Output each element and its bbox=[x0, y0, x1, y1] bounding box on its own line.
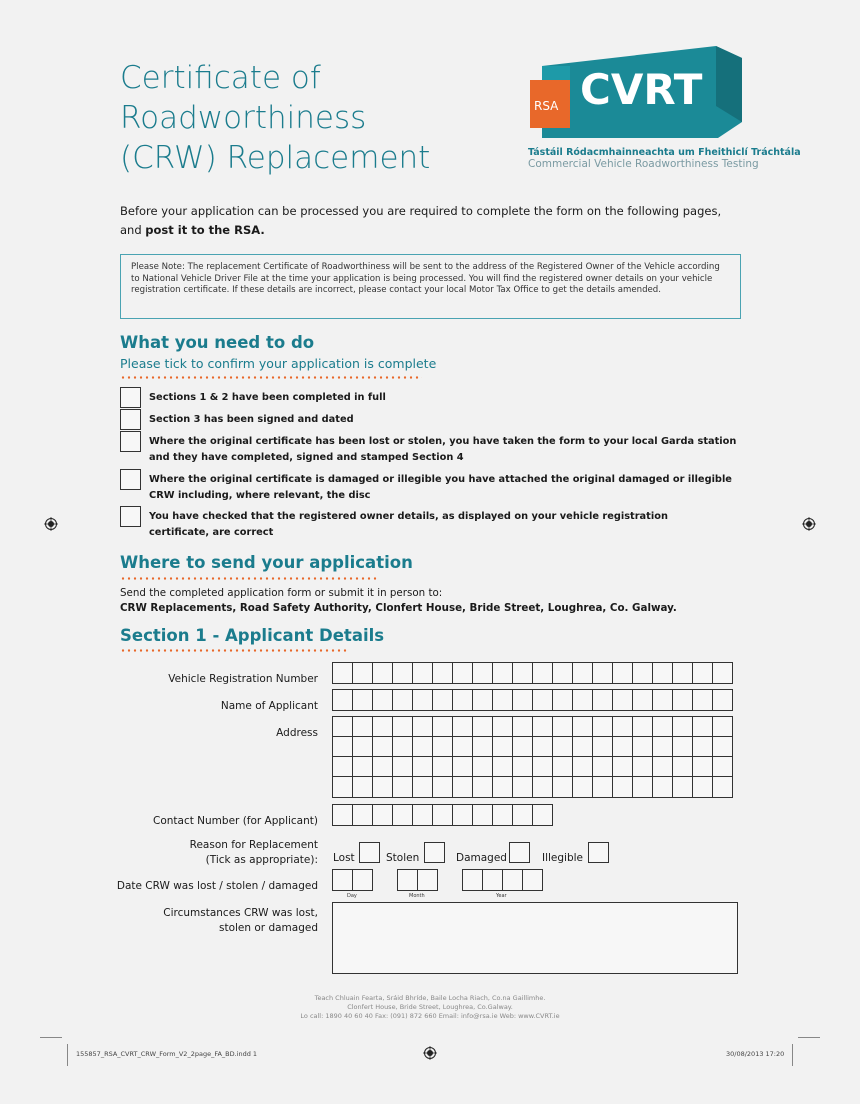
dotted-divider bbox=[120, 649, 348, 652]
date-day-caption: Day bbox=[347, 893, 357, 899]
logo-english-tagline: Commercial Vehicle Roadworthiness Testing bbox=[528, 158, 759, 170]
char-cell[interactable] bbox=[552, 776, 573, 798]
char-cell[interactable] bbox=[372, 662, 393, 684]
char-cell[interactable] bbox=[392, 776, 413, 798]
registration-mark-icon bbox=[423, 1046, 437, 1060]
char-cell[interactable] bbox=[352, 716, 373, 738]
char-cell[interactable] bbox=[412, 736, 433, 758]
char-cell[interactable] bbox=[512, 689, 533, 711]
char-cell[interactable] bbox=[472, 804, 493, 826]
checkbox[interactable] bbox=[120, 506, 141, 527]
char-cell[interactable] bbox=[672, 689, 693, 711]
char-cell[interactable] bbox=[712, 776, 733, 798]
applicant-name-grid[interactable] bbox=[332, 689, 732, 711]
crop-mark bbox=[67, 1044, 68, 1066]
date-year-caption: Year bbox=[496, 893, 507, 899]
date-year-grid[interactable] bbox=[462, 869, 542, 891]
char-cell[interactable] bbox=[572, 776, 593, 798]
char-cell[interactable] bbox=[392, 662, 413, 684]
char-cell[interactable] bbox=[572, 662, 593, 684]
what-to-do-subheading: Please tick to confirm your application is complete bbox=[120, 356, 437, 371]
footer-line-2: Clonfert House, Bride Street, Loughrea, Co.Galway. bbox=[347, 1003, 513, 1011]
logo-irish-tagline: Tástáil Ródacmhainneachta um Fheithiclí Tráchtála bbox=[528, 147, 801, 158]
crop-mark bbox=[40, 1037, 62, 1038]
char-cell[interactable] bbox=[692, 689, 713, 711]
char-cell[interactable] bbox=[452, 776, 473, 798]
char-cell[interactable] bbox=[612, 776, 633, 798]
reason-stolen-checkbox[interactable] bbox=[424, 842, 445, 863]
section1-heading: Section 1 - Applicant Details bbox=[120, 626, 385, 645]
char-cell[interactable] bbox=[452, 756, 473, 778]
char-cell[interactable] bbox=[612, 756, 633, 778]
send-line-1: Send the completed application form or submit it in person to: bbox=[120, 587, 443, 599]
char-cell[interactable] bbox=[632, 716, 653, 738]
char-cell[interactable] bbox=[432, 736, 453, 758]
char-cell[interactable] bbox=[492, 662, 513, 684]
char-cell[interactable] bbox=[432, 756, 453, 778]
footer-line-3: Lo call: 1890 40 60 40 Fax: (091) 872 660 Email: info@rsa.ie Web: www.CVRT.ie bbox=[300, 1012, 560, 1020]
contact-label: Contact Number (for Applicant) bbox=[152, 815, 318, 827]
char-cell[interactable] bbox=[632, 776, 653, 798]
char-cell[interactable] bbox=[472, 776, 493, 798]
char-cell[interactable] bbox=[412, 716, 433, 738]
char-cell[interactable] bbox=[452, 716, 473, 738]
char-cell[interactable] bbox=[712, 662, 733, 684]
char-cell[interactable] bbox=[372, 756, 393, 778]
char-cell[interactable] bbox=[592, 662, 613, 684]
intro-line-1: Before your application can be processed you are required to complete the form on the following pages, bbox=[120, 204, 722, 218]
checklist-label: Where the original certificate is damaged or illegible you have attached the original damaged or illegible CRW including, where relevant, the disc bbox=[149, 474, 732, 501]
footer-address bbox=[0, 994, 860, 1021]
intro-line-2-prefix: and bbox=[120, 223, 146, 237]
checkbox[interactable] bbox=[120, 469, 141, 490]
char-cell[interactable] bbox=[492, 776, 513, 798]
address-grid[interactable] bbox=[332, 756, 732, 778]
char-cell[interactable] bbox=[472, 689, 493, 711]
char-cell[interactable] bbox=[712, 716, 733, 738]
vehicle-reg-label: Vehicle Registration Number bbox=[168, 673, 318, 685]
reason-lost-label: Lost bbox=[333, 852, 355, 864]
char-cell[interactable] bbox=[532, 756, 553, 778]
char-cell[interactable] bbox=[512, 736, 533, 758]
char-cell[interactable] bbox=[532, 662, 553, 684]
char-cell[interactable] bbox=[552, 662, 573, 684]
char-cell[interactable] bbox=[332, 689, 353, 711]
char-cell[interactable] bbox=[612, 689, 633, 711]
checklist-label: You have checked that the registered owner details, as displayed on your vehicle registration certificate, are correct bbox=[149, 511, 668, 538]
contact-number-grid[interactable] bbox=[332, 804, 552, 826]
logo-top-fold bbox=[542, 66, 570, 80]
char-cell[interactable] bbox=[532, 716, 553, 738]
applicant-name-label: Name of Applicant bbox=[220, 700, 318, 712]
reason-label bbox=[190, 838, 318, 868]
what-to-do-heading: What you need to do bbox=[120, 333, 315, 352]
char-cell[interactable] bbox=[672, 776, 693, 798]
char-cell[interactable] bbox=[452, 804, 473, 826]
char-cell[interactable] bbox=[392, 736, 413, 758]
char-cell[interactable] bbox=[432, 804, 453, 826]
char-cell[interactable] bbox=[452, 662, 473, 684]
intro-line-2-bold: post it to the RSA. bbox=[145, 223, 265, 237]
footer-line-1: Teach Chluain Fearta, Sráid Bhríde, Baile Locha Riach, Co.na Gaillimhe. bbox=[314, 994, 546, 1002]
char-cell[interactable] bbox=[692, 662, 713, 684]
char-cell[interactable] bbox=[482, 869, 503, 891]
char-cell[interactable] bbox=[412, 776, 433, 798]
char-cell[interactable] bbox=[472, 716, 493, 738]
char-cell[interactable] bbox=[492, 756, 513, 778]
char-cell[interactable] bbox=[612, 736, 633, 758]
char-cell[interactable] bbox=[352, 804, 373, 826]
char-cell[interactable] bbox=[592, 756, 613, 778]
circumstances-label-line-2: stolen or damaged bbox=[218, 922, 318, 934]
char-cell[interactable] bbox=[592, 736, 613, 758]
char-cell[interactable] bbox=[532, 689, 553, 711]
char-cell[interactable] bbox=[492, 716, 513, 738]
where-to-send-heading: Where to send your application bbox=[120, 553, 413, 572]
char-cell[interactable] bbox=[332, 756, 353, 778]
send-address-block bbox=[120, 586, 677, 616]
char-cell[interactable] bbox=[332, 869, 353, 891]
char-cell[interactable] bbox=[522, 869, 543, 891]
char-cell[interactable] bbox=[392, 756, 413, 778]
checkbox[interactable] bbox=[120, 431, 141, 452]
char-cell[interactable] bbox=[572, 736, 593, 758]
char-cell[interactable] bbox=[352, 756, 373, 778]
char-cell[interactable] bbox=[417, 869, 438, 891]
reason-illegible-checkbox[interactable] bbox=[588, 842, 609, 863]
note-box: Please Note: The replacement Certificate of Roadworthiness will be sent to the address of the Registered Owner of the Vehicle according to National Vehicle Driver File at the time your application is being processed. You will find the registered owner details on your vehicle registration certificate. If these details are incorrect, please contact your local Motor Tax Office to get the details amended. bbox=[120, 254, 741, 319]
char-cell[interactable] bbox=[512, 804, 533, 826]
checkbox[interactable] bbox=[120, 409, 141, 430]
char-cell[interactable] bbox=[432, 689, 453, 711]
char-cell[interactable] bbox=[332, 804, 353, 826]
char-cell[interactable] bbox=[352, 662, 373, 684]
char-cell[interactable] bbox=[502, 869, 523, 891]
reason-damaged-label: Damaged bbox=[456, 852, 507, 864]
char-cell[interactable] bbox=[672, 662, 693, 684]
char-cell[interactable] bbox=[692, 736, 713, 758]
char-cell[interactable] bbox=[392, 804, 413, 826]
date-month-grid[interactable] bbox=[397, 869, 437, 891]
logo-rsa-text: RSA bbox=[534, 99, 559, 113]
char-cell[interactable] bbox=[372, 716, 393, 738]
checklist-label: Section 3 has been signed and dated bbox=[149, 414, 354, 425]
char-cell[interactable] bbox=[592, 689, 613, 711]
char-cell[interactable] bbox=[452, 689, 473, 711]
char-cell[interactable] bbox=[632, 736, 653, 758]
char-cell[interactable] bbox=[512, 716, 533, 738]
char-cell[interactable] bbox=[672, 736, 693, 758]
char-cell[interactable] bbox=[532, 804, 553, 826]
circumstances-label-line-1: Circumstances CRW was lost, bbox=[163, 907, 318, 919]
page-title bbox=[120, 58, 520, 178]
char-cell[interactable] bbox=[372, 776, 393, 798]
char-cell[interactable] bbox=[632, 662, 653, 684]
address-grid[interactable] bbox=[332, 776, 732, 798]
char-cell[interactable] bbox=[412, 804, 433, 826]
char-cell[interactable] bbox=[352, 736, 373, 758]
print-slug-date: 30/08/2013 17:20 bbox=[726, 1050, 785, 1058]
char-cell[interactable] bbox=[492, 689, 513, 711]
char-cell[interactable] bbox=[532, 776, 553, 798]
date-day-grid[interactable] bbox=[332, 869, 372, 891]
char-cell[interactable] bbox=[332, 776, 353, 798]
char-cell[interactable] bbox=[552, 689, 573, 711]
date-label: Date CRW was lost / stolen / damaged bbox=[116, 880, 318, 892]
char-cell[interactable] bbox=[412, 689, 433, 711]
char-cell[interactable] bbox=[712, 736, 733, 758]
char-cell[interactable] bbox=[572, 756, 593, 778]
char-cell[interactable] bbox=[572, 689, 593, 711]
char-cell[interactable] bbox=[672, 716, 693, 738]
checkbox[interactable] bbox=[120, 387, 141, 408]
reason-stolen-label: Stolen bbox=[386, 852, 420, 864]
char-cell[interactable] bbox=[552, 716, 573, 738]
char-cell[interactable] bbox=[352, 689, 373, 711]
char-cell[interactable] bbox=[632, 756, 653, 778]
registration-mark-icon bbox=[44, 517, 58, 531]
char-cell[interactable] bbox=[692, 776, 713, 798]
char-cell[interactable] bbox=[712, 689, 733, 711]
char-cell[interactable] bbox=[372, 804, 393, 826]
title-line: Roadworthiness bbox=[120, 100, 367, 136]
char-cell[interactable] bbox=[492, 736, 513, 758]
char-cell[interactable] bbox=[472, 662, 493, 684]
char-cell[interactable] bbox=[532, 736, 553, 758]
char-cell[interactable] bbox=[512, 776, 533, 798]
char-cell[interactable] bbox=[612, 662, 633, 684]
char-cell[interactable] bbox=[332, 736, 353, 758]
char-cell[interactable] bbox=[652, 736, 673, 758]
char-cell[interactable] bbox=[392, 689, 413, 711]
char-cell[interactable] bbox=[572, 716, 593, 738]
print-slug-filename: 155857_RSA_CVRT_CRW_Form_V2_2page_FA_BD.indd 1 bbox=[76, 1050, 258, 1058]
char-cell[interactable] bbox=[472, 756, 493, 778]
crop-mark bbox=[798, 1037, 820, 1038]
char-cell[interactable] bbox=[652, 716, 673, 738]
char-cell[interactable] bbox=[592, 776, 613, 798]
char-cell[interactable] bbox=[492, 804, 513, 826]
address-grid[interactable] bbox=[332, 736, 732, 758]
char-cell[interactable] bbox=[632, 689, 653, 711]
char-cell[interactable] bbox=[372, 689, 393, 711]
reason-lost-checkbox[interactable] bbox=[359, 842, 380, 863]
vehicle-reg-grid[interactable] bbox=[332, 662, 732, 684]
char-cell[interactable] bbox=[552, 736, 573, 758]
char-cell[interactable] bbox=[412, 756, 433, 778]
reason-illegible-label: Illegible bbox=[542, 852, 584, 864]
address-grid[interactable] bbox=[332, 716, 732, 738]
char-cell[interactable] bbox=[652, 756, 673, 778]
char-cell[interactable] bbox=[692, 756, 713, 778]
crop-mark bbox=[792, 1044, 793, 1066]
char-cell[interactable] bbox=[432, 662, 453, 684]
circumstances-textarea[interactable] bbox=[332, 902, 738, 974]
reason-label-line-1: Reason for Replacement bbox=[189, 839, 318, 851]
send-line-2: CRW Replacements, Road Safety Authority, Clonfert House, Bride Street, Loughrea, Co. Galway. bbox=[120, 602, 677, 614]
char-cell[interactable] bbox=[452, 736, 473, 758]
circumstances-label bbox=[163, 906, 318, 936]
dotted-divider bbox=[120, 577, 378, 580]
registration-mark-icon bbox=[802, 517, 816, 531]
title-line: Certificate of bbox=[120, 60, 321, 96]
reason-damaged-checkbox[interactable] bbox=[509, 842, 530, 863]
logo-brand-text: CVRT bbox=[580, 65, 703, 114]
char-cell[interactable] bbox=[432, 716, 453, 738]
char-cell[interactable] bbox=[472, 736, 493, 758]
char-cell[interactable] bbox=[712, 756, 733, 778]
dotted-divider bbox=[120, 376, 422, 379]
char-cell[interactable] bbox=[352, 869, 373, 891]
char-cell[interactable] bbox=[397, 869, 418, 891]
cvrt-logo bbox=[528, 44, 748, 140]
reason-label-line-2: (Tick as appropriate): bbox=[205, 854, 318, 866]
char-cell[interactable] bbox=[652, 689, 673, 711]
intro-text bbox=[120, 202, 740, 240]
char-cell[interactable] bbox=[372, 736, 393, 758]
checklist-label: Where the original certificate has been lost or stolen, you have taken the form to your local Garda station and they have completed, signed and stamped Section 4 bbox=[149, 436, 737, 463]
date-month-caption: Month bbox=[409, 893, 425, 899]
title-line: (CRW) Replacement bbox=[120, 140, 431, 176]
char-cell[interactable] bbox=[392, 716, 413, 738]
char-cell[interactable] bbox=[652, 776, 673, 798]
address-label: Address bbox=[276, 727, 318, 739]
char-cell[interactable] bbox=[652, 662, 673, 684]
char-cell[interactable] bbox=[332, 716, 353, 738]
char-cell[interactable] bbox=[432, 776, 453, 798]
char-cell[interactable] bbox=[512, 756, 533, 778]
char-cell[interactable] bbox=[352, 776, 373, 798]
char-cell[interactable] bbox=[672, 756, 693, 778]
checklist-label: Sections 1 & 2 have been completed in full bbox=[149, 392, 386, 403]
char-cell[interactable] bbox=[592, 716, 613, 738]
char-cell[interactable] bbox=[332, 662, 353, 684]
char-cell[interactable] bbox=[692, 716, 713, 738]
char-cell[interactable] bbox=[412, 662, 433, 684]
char-cell[interactable] bbox=[512, 662, 533, 684]
char-cell[interactable] bbox=[612, 716, 633, 738]
char-cell[interactable] bbox=[552, 756, 573, 778]
char-cell[interactable] bbox=[462, 869, 483, 891]
